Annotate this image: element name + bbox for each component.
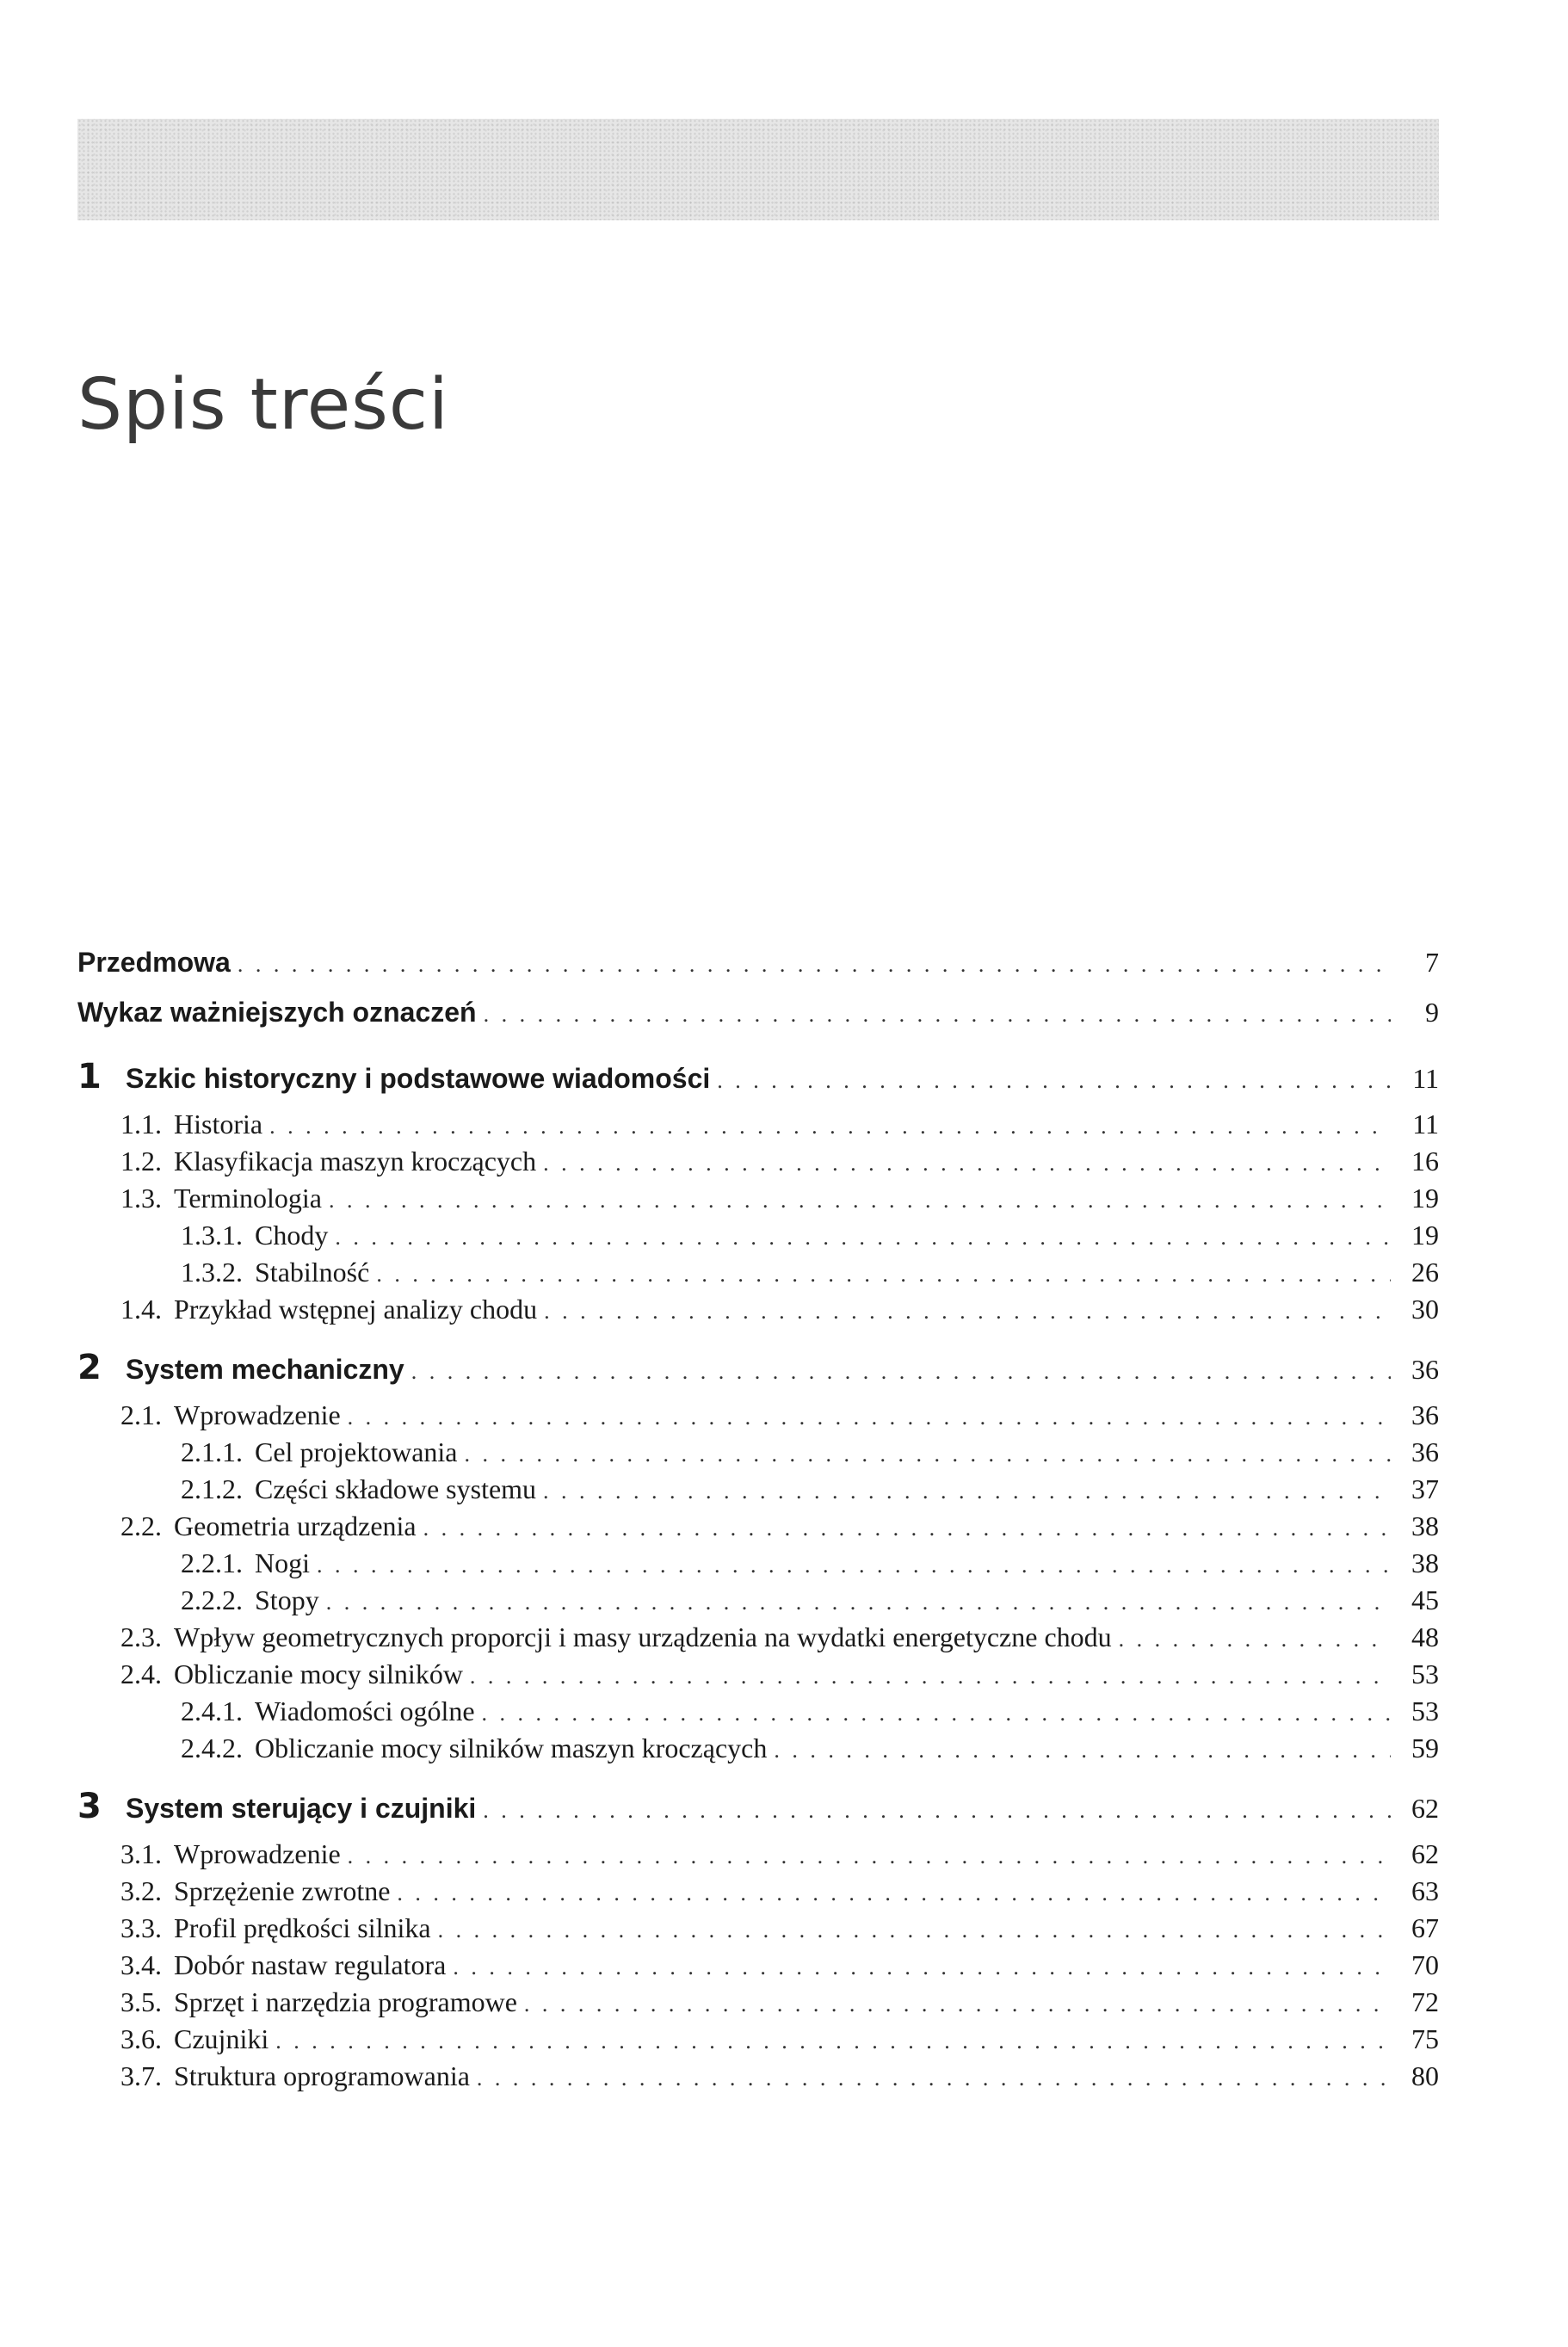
toc-entry-label: Wprowadzenie bbox=[174, 1399, 341, 1430]
toc-entry-przedmowa[interactable] bbox=[77, 947, 1439, 997]
toc-entry-label: Przedmowa bbox=[77, 947, 231, 978]
toc-entry-label: Terminologia bbox=[174, 1183, 322, 1214]
toc-entry-page: 53 bbox=[1411, 1695, 1439, 1726]
dot-leader bbox=[544, 1299, 1391, 1325]
toc-entry-page: 37 bbox=[1411, 1473, 1439, 1504]
dot-leader bbox=[376, 1262, 1391, 1288]
toc-entry[interactable] bbox=[77, 1912, 1439, 1949]
dot-leader bbox=[543, 1479, 1391, 1504]
toc-entry-page: 62 bbox=[1411, 1838, 1439, 1869]
toc-entry[interactable] bbox=[77, 1547, 1439, 1584]
toc-entry-page: 59 bbox=[1411, 1732, 1439, 1763]
dot-leader bbox=[411, 1359, 1391, 1385]
toc-entry-page: 16 bbox=[1411, 1146, 1439, 1177]
toc-entry[interactable] bbox=[77, 1949, 1439, 1986]
toc-entry-label: Obliczanie mocy silników bbox=[174, 1658, 463, 1689]
toc-entry-number: 2.4.1. bbox=[181, 1695, 243, 1726]
chapter-page: 62 bbox=[1411, 1793, 1439, 1824]
toc-entry-page: 9 bbox=[1425, 997, 1439, 1028]
toc-entry-page: 36 bbox=[1411, 1436, 1439, 1467]
toc-entry-label: Chody bbox=[255, 1220, 329, 1251]
toc-entry[interactable] bbox=[77, 1109, 1439, 1146]
toc-entry-label: Stabilność bbox=[255, 1257, 370, 1288]
toc-entry-number: 1.4. bbox=[120, 1294, 162, 1325]
toc-entry-label: Stopy bbox=[255, 1584, 319, 1615]
toc-entry-label: Wprowadzenie bbox=[174, 1838, 341, 1869]
toc-entry-number: 1.3. bbox=[120, 1183, 162, 1214]
dot-leader bbox=[269, 1114, 1391, 1140]
dot-leader bbox=[543, 1151, 1391, 1177]
chapter-page: 36 bbox=[1411, 1354, 1439, 1385]
toc-entry-number: 1.3.1. bbox=[181, 1220, 243, 1251]
toc-entry-number: 2.1. bbox=[120, 1399, 162, 1430]
dot-leader bbox=[317, 1553, 1391, 1578]
toc-entry-label: Historia bbox=[174, 1109, 263, 1140]
toc-entry-page: 63 bbox=[1411, 1875, 1439, 1906]
toc-entry-label: Klasyfikacja maszyn kroczących bbox=[174, 1146, 537, 1177]
chapter-title: System mechaniczny bbox=[126, 1354, 404, 1385]
toc-entry-number: 2.4. bbox=[120, 1658, 162, 1689]
toc-entry-number: 1.1. bbox=[120, 1109, 162, 1140]
toc-entry-label: Czujniki bbox=[174, 2023, 269, 2054]
toc-entry-label: Nogi bbox=[255, 1547, 310, 1578]
toc-entry-number: 2.4.2. bbox=[181, 1732, 243, 1763]
toc-entry-page: 70 bbox=[1411, 1949, 1439, 1980]
dot-leader bbox=[423, 1516, 1391, 1541]
toc-entry-page: 11 bbox=[1412, 1109, 1439, 1140]
dot-leader bbox=[397, 1881, 1391, 1906]
dot-leader bbox=[348, 1405, 1391, 1430]
toc-entry[interactable] bbox=[77, 1510, 1439, 1547]
table-of-contents bbox=[77, 947, 1439, 2097]
dot-leader bbox=[484, 1002, 1391, 1028]
toc-entry-number: 2.2. bbox=[120, 1510, 162, 1541]
toc-entry-number: 3.6. bbox=[120, 2023, 162, 2054]
dot-leader bbox=[717, 1068, 1391, 1094]
toc-entry[interactable] bbox=[77, 1584, 1439, 1621]
chapter-title: Szkic historyczny i podstawowe wiadomości bbox=[126, 1063, 711, 1094]
toc-entry[interactable] bbox=[77, 1986, 1439, 2023]
dot-leader bbox=[483, 1798, 1391, 1824]
toc-entry-page: 19 bbox=[1411, 1183, 1439, 1214]
toc-entry-number: 2.1.1. bbox=[181, 1436, 243, 1467]
dot-leader bbox=[348, 1844, 1391, 1869]
page-title: Spis treści bbox=[77, 364, 449, 446]
toc-entry-page: 45 bbox=[1411, 1584, 1439, 1615]
toc-entry-number: 1.3.2. bbox=[181, 1257, 243, 1288]
toc-entry-page: 19 bbox=[1411, 1220, 1439, 1251]
toc-entry-number: 2.3. bbox=[120, 1621, 162, 1652]
toc-entry-wykaz-oznaczen[interactable] bbox=[77, 997, 1439, 1050]
dot-leader bbox=[238, 952, 1391, 978]
dot-leader bbox=[438, 1918, 1391, 1943]
toc-entry[interactable] bbox=[77, 1838, 1439, 1875]
toc-entry-number: 1.2. bbox=[120, 1146, 162, 1177]
toc-entry-label: Dobór nastaw regulatora bbox=[174, 1949, 447, 1980]
dot-leader bbox=[329, 1188, 1391, 1214]
dot-leader bbox=[1119, 1627, 1391, 1652]
toc-entry-number: 3.3. bbox=[120, 1912, 162, 1943]
toc-entry[interactable] bbox=[77, 1183, 1439, 1220]
toc-entry-label: Obliczanie mocy silników maszyn kroczących bbox=[255, 1732, 768, 1763]
decorative-header-band bbox=[77, 119, 1439, 220]
toc-entry[interactable] bbox=[77, 1257, 1439, 1294]
toc-entry-label: Geometria urządzenia bbox=[174, 1510, 417, 1541]
toc-entry-label: Cel projektowania bbox=[255, 1436, 458, 1467]
toc-entry-page: 53 bbox=[1411, 1658, 1439, 1689]
toc-entry-page: 7 bbox=[1425, 947, 1439, 978]
toc-entry-number: 3.5. bbox=[120, 1986, 162, 2017]
toc-entry-label: Wiadomości ogólne bbox=[255, 1695, 475, 1726]
toc-entry-page: 80 bbox=[1411, 2060, 1439, 2091]
toc-entry-page: 48 bbox=[1411, 1621, 1439, 1652]
toc-chapter-3[interactable] bbox=[77, 1787, 1439, 1838]
toc-entry-page: 38 bbox=[1411, 1547, 1439, 1578]
toc-entry-label: Struktura oprogramowania bbox=[174, 2060, 470, 2091]
toc-entry[interactable] bbox=[77, 1146, 1439, 1183]
toc-entry-label: Profil prędkości silnika bbox=[174, 1912, 431, 1943]
toc-entry-label: Przykład wstępnej analizy chodu bbox=[174, 1294, 538, 1325]
toc-entry-number: 3.7. bbox=[120, 2060, 162, 2091]
dot-leader bbox=[477, 2066, 1391, 2091]
toc-entry-label: Wpływ geometrycznych proporcji i masy urządzenia na wydatki energetyczne chodu bbox=[174, 1621, 1112, 1652]
chapter-number: 2 bbox=[77, 1348, 102, 1387]
dot-leader bbox=[470, 1664, 1391, 1689]
dot-leader bbox=[453, 1955, 1391, 1980]
toc-entry-number: 2.2.1. bbox=[181, 1547, 243, 1578]
toc-entry-label: Wykaz ważniejszych oznaczeń bbox=[77, 997, 477, 1028]
toc-entry-page: 75 bbox=[1411, 2023, 1439, 2054]
toc-entry-label: Sprzęt i narzędzia programowe bbox=[174, 1986, 517, 2017]
toc-entry[interactable] bbox=[77, 1294, 1439, 1331]
toc-entry-page: 38 bbox=[1411, 1510, 1439, 1541]
toc-entry-page: 30 bbox=[1411, 1294, 1439, 1325]
toc-entry-number: 3.4. bbox=[120, 1949, 162, 1980]
toc-entry-number: 2.2.2. bbox=[181, 1584, 243, 1615]
toc-entry[interactable] bbox=[77, 1732, 1439, 1770]
toc-entry[interactable] bbox=[77, 2023, 1439, 2060]
toc-entry-number: 3.1. bbox=[120, 1838, 162, 1869]
toc-entry-page: 67 bbox=[1411, 1912, 1439, 1943]
chapter-number: 1 bbox=[77, 1057, 102, 1096]
toc-entry[interactable] bbox=[77, 1875, 1439, 1912]
toc-entry[interactable] bbox=[77, 1695, 1439, 1732]
toc-entry[interactable] bbox=[77, 2060, 1439, 2097]
chapter-title: System sterujący i czujniki bbox=[126, 1793, 477, 1824]
toc-chapter-2[interactable] bbox=[77, 1348, 1439, 1399]
toc-entry[interactable] bbox=[77, 1658, 1439, 1695]
dot-leader bbox=[464, 1442, 1391, 1467]
toc-entry-page: 72 bbox=[1411, 1986, 1439, 2017]
dot-leader bbox=[524, 1992, 1391, 2017]
chapter-page: 11 bbox=[1412, 1063, 1439, 1094]
dot-leader bbox=[482, 1701, 1391, 1726]
toc-entry[interactable] bbox=[77, 1220, 1439, 1257]
toc-entry[interactable] bbox=[77, 1473, 1439, 1510]
chapter-number: 3 bbox=[77, 1787, 102, 1826]
toc-entry-label: Części składowe systemu bbox=[255, 1473, 537, 1504]
toc-entry[interactable] bbox=[77, 1399, 1439, 1436]
toc-entry-page: 36 bbox=[1411, 1399, 1439, 1430]
dot-leader bbox=[774, 1738, 1391, 1763]
toc-chapter-1[interactable] bbox=[77, 1057, 1439, 1109]
toc-entry-number: 2.1.2. bbox=[181, 1473, 243, 1504]
dot-leader bbox=[326, 1590, 1391, 1615]
toc-entry[interactable] bbox=[77, 1621, 1439, 1658]
toc-entry-page: 26 bbox=[1411, 1257, 1439, 1288]
dot-leader bbox=[275, 2029, 1391, 2054]
toc-entry-label: Sprzężenie zwrotne bbox=[174, 1875, 391, 1906]
dot-leader bbox=[335, 1225, 1391, 1251]
toc-entry-number: 3.2. bbox=[120, 1875, 162, 1906]
toc-entry[interactable] bbox=[77, 1436, 1439, 1473]
